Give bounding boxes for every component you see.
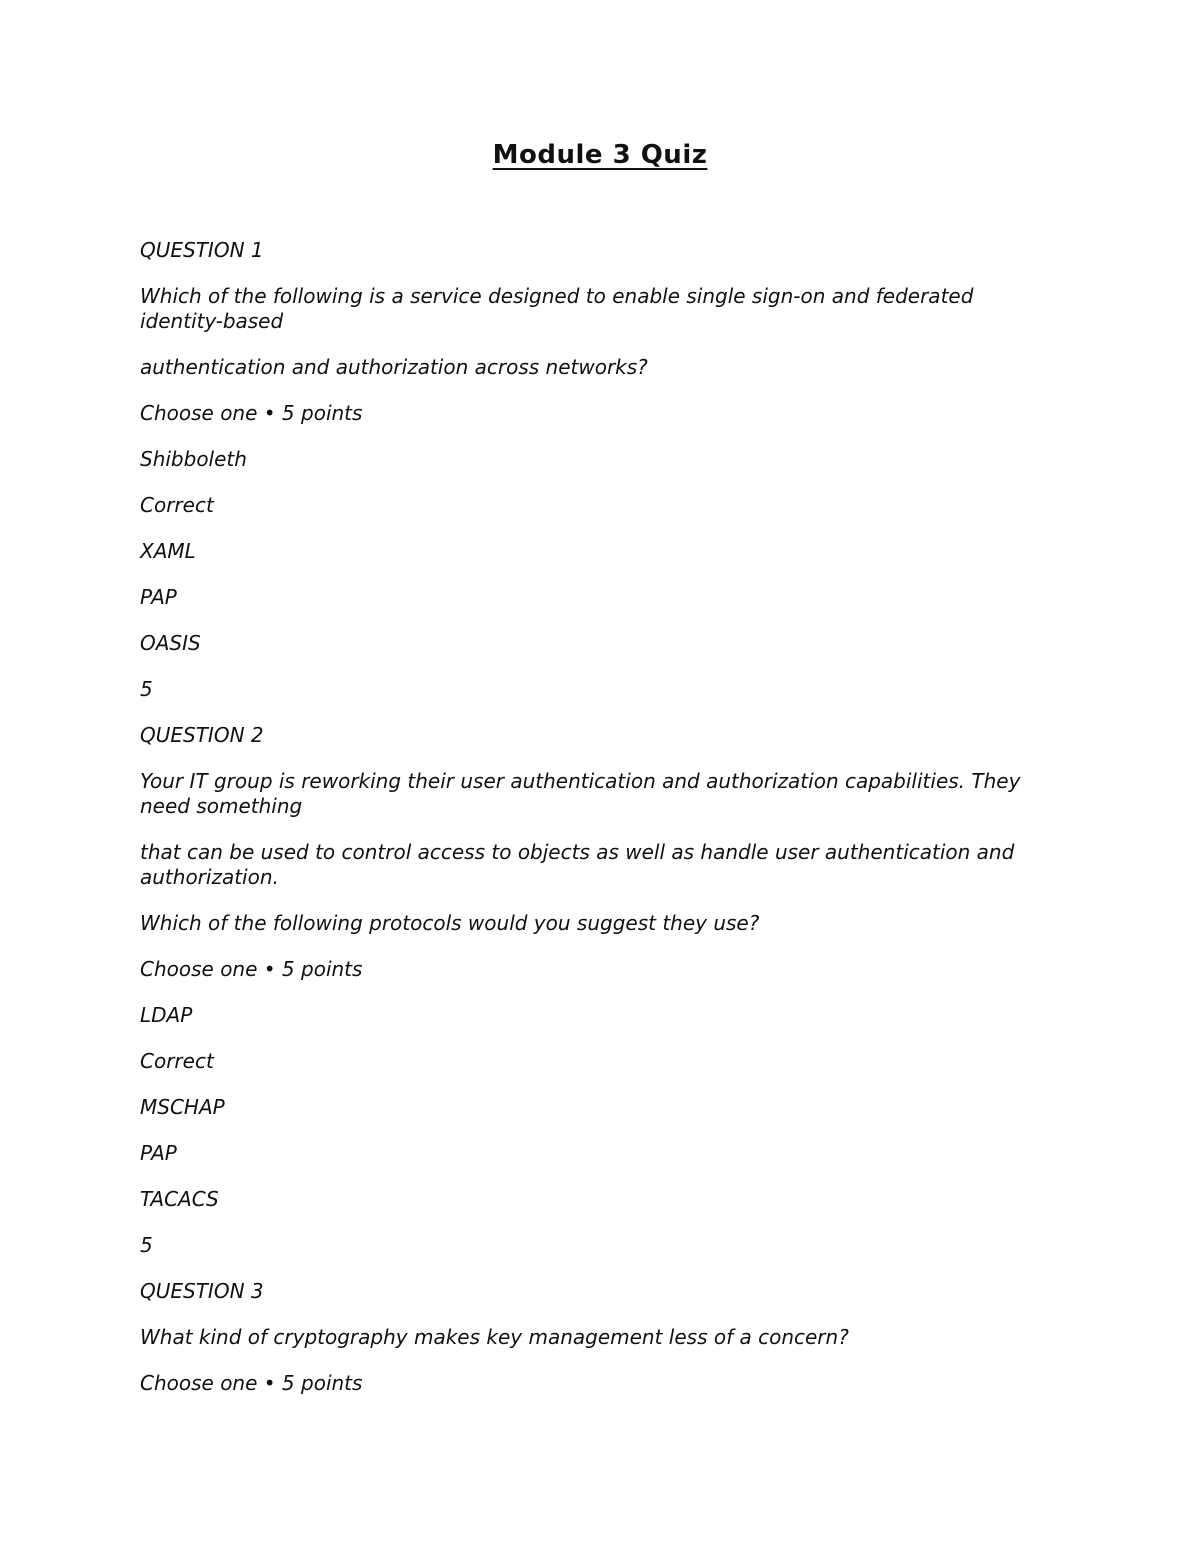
question-prompt: that can be used to control access to objects as well as handle user authentication and authorization. [140,840,1015,889]
question-label: QUESTION 3 [140,1279,264,1303]
answer-option: XAML [140,539,196,563]
answer-option: OASIS [140,631,201,655]
answer-option: TACACS [140,1187,219,1211]
question-prompt: authentication and authorization across networks? [140,355,648,379]
answer-result: Correct [140,493,214,517]
selected-answer: Shibboleth [140,447,247,471]
selected-answer: LDAP [140,1003,193,1027]
question-block [140,723,1060,1258]
question-label: QUESTION 1 [140,238,264,262]
answer-result: Correct [140,1049,214,1073]
question-score: 5 [140,1233,153,1257]
question-score: 5 [140,677,153,701]
question-prompt: Your IT group is reworking their user authentication and authorization capabilities. They need something [140,769,1021,818]
answer-option: PAP [140,1141,177,1165]
answer-option: MSCHAP [140,1095,225,1119]
question-instruction: Choose one • 5 points [140,401,363,425]
answer-option: PAP [140,585,177,609]
question-prompt: Which of the following protocols would you suggest they use? [140,911,760,935]
question-instruction: Choose one • 5 points [140,1371,363,1395]
page-title: Module 3 Quiz [492,140,708,170]
question-block [140,1279,1060,1396]
question-instruction: Choose one • 5 points [140,957,363,981]
question-label: QUESTION 2 [140,723,264,747]
question-prompt: What kind of cryptography makes key management less of a concern? [140,1325,849,1349]
question-prompt: Which of the following is a service designed to enable single sign-on and federated identity-based [140,284,974,333]
quiz-content [140,238,1060,1417]
question-block [140,238,1060,702]
